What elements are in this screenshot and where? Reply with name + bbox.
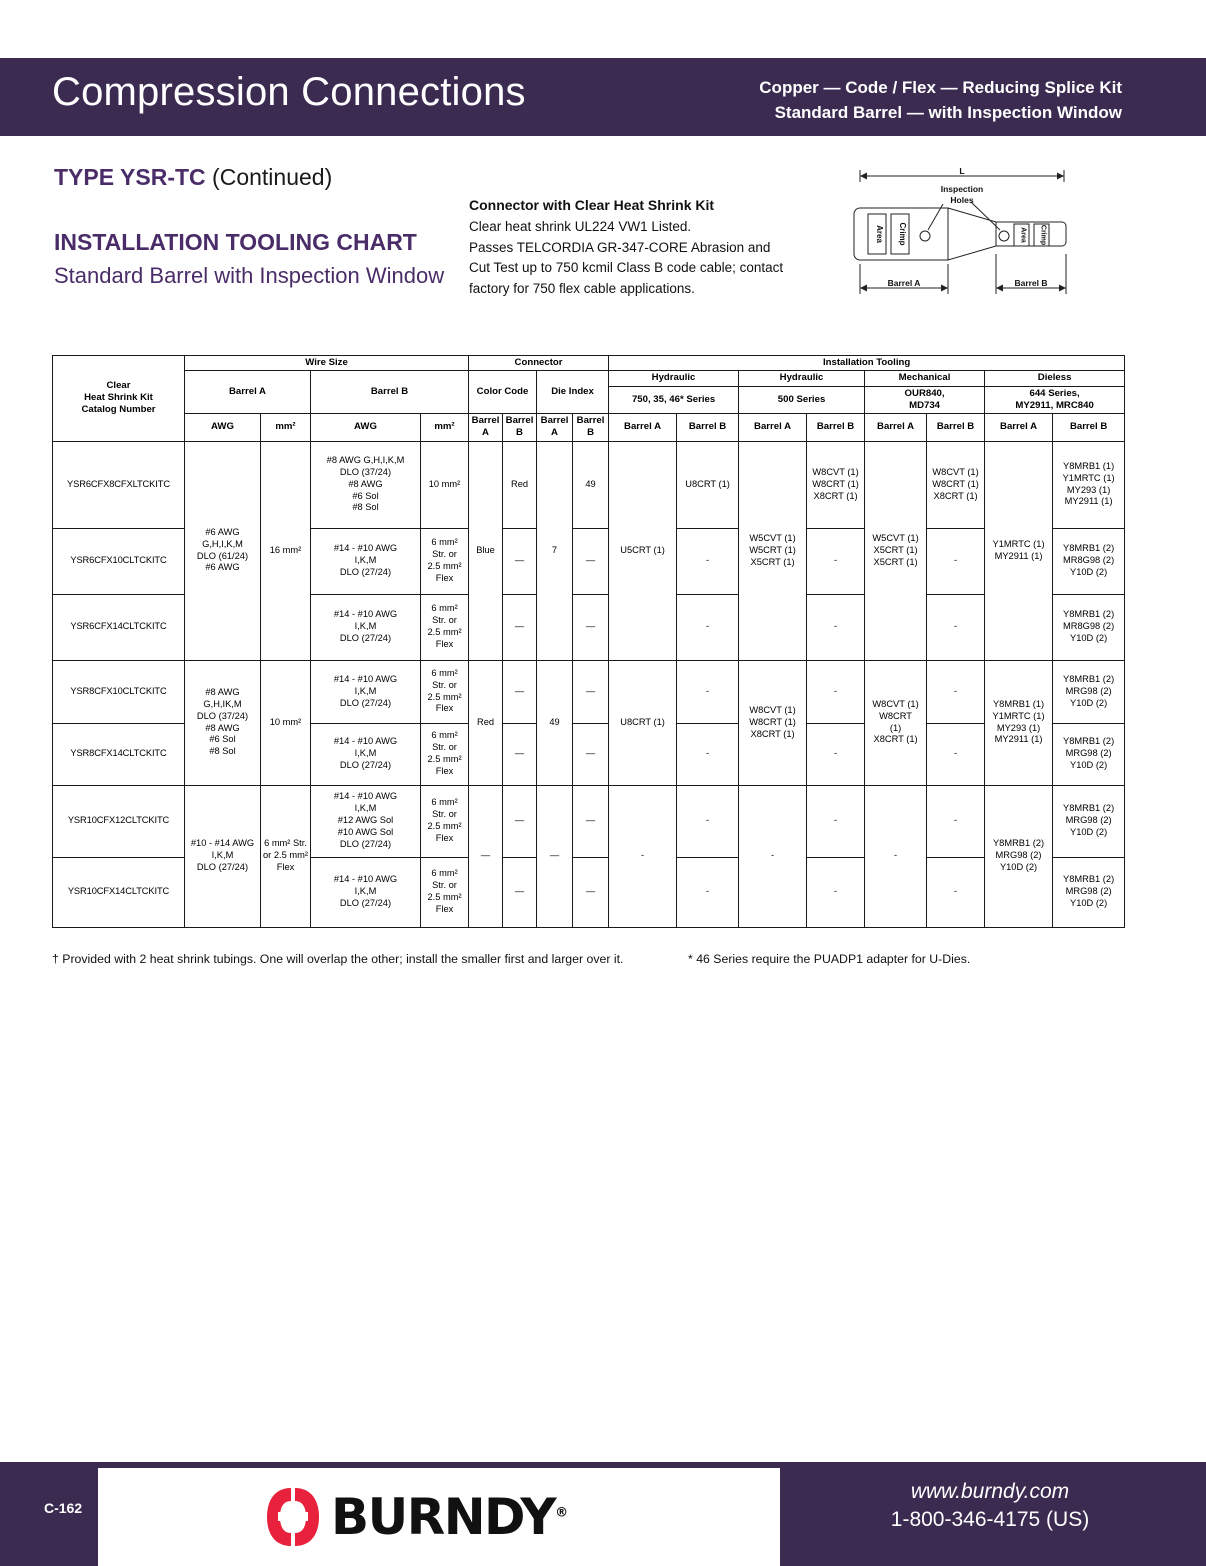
header-subtitle-line2: Standard Barrel — with Inspection Window: [774, 102, 1122, 122]
cell-wire-b-mm2: 6 mm² Str. or 2.5 mm² Flex: [421, 528, 469, 594]
cell-wire-b-mm2: 6 mm² Str. or 2.5 mm² Flex: [421, 723, 469, 785]
cell-color-a: Blue: [469, 441, 503, 660]
header-color-barrel-b: Barrel B: [503, 414, 537, 442]
cell-catalog: YSR8CFX10CLTCKITC: [53, 660, 185, 723]
cell-die-b: —: [573, 660, 609, 723]
footnote-1: † Provided with 2 heat shrink tubings. One will overlap the other; install the smaller first and larger over it.: [52, 952, 624, 966]
cell-wire-b-awg: #14 - #10 AWG I,K,M DLO (27/24): [311, 594, 421, 660]
connector-note-heading: Connector with Clear Heat Shrink Kit: [469, 197, 715, 213]
header-catalog-line2: Heat Shrink Kit: [84, 392, 153, 404]
cell-h750-b: -: [677, 857, 739, 927]
cell-h500-a: -: [739, 785, 807, 927]
header-wire-a-mm2: mm²: [261, 414, 311, 442]
cell-h500-b: -: [807, 594, 865, 660]
header-mechanical: Mechanical: [865, 371, 985, 386]
header-installation-tooling: Installation Tooling: [609, 356, 1125, 371]
cell-h750-a: -: [609, 785, 677, 927]
cell-wire-a-mm2: 10 mm²: [261, 660, 311, 785]
header-our840-line2: MD734: [909, 399, 941, 411]
page-header-bar: [0, 58, 1206, 136]
table-header-row-4: [53, 414, 1125, 442]
installation-tooling-table-wrapper: [52, 355, 1115, 928]
cell-mech-b: -: [927, 857, 985, 927]
connector-note-line2: Passes TELCORDIA GR-347-CORE Abrasion and: [469, 239, 771, 255]
cell-dieless-b: Y8MRB1 (1) Y1MRTC (1) MY293 (1) MY2911 (1): [1053, 441, 1125, 528]
table-row: [53, 441, 1125, 528]
cell-catalog: YSR6CFX14CLTCKITC: [53, 594, 185, 660]
cell-wire-b-awg: #14 - #10 AWG I,K,M DLO (27/24): [311, 857, 421, 927]
cell-mech-a: W8CVT (1) W8CRT (1) X8CRT (1): [865, 660, 927, 785]
header-mech-barrel-a: Barrel A: [865, 414, 927, 442]
cell-h500-a: W5CVT (1) W5CRT (1) X5CRT (1): [739, 441, 807, 660]
cell-dieless-a: Y8MRB1 (2) MRG98 (2) Y10D (2): [985, 785, 1053, 927]
header-catalog-line3: Catalog Number: [81, 404, 156, 416]
cell-die-b: —: [573, 785, 609, 857]
header-h500-barrel-a: Barrel A: [739, 414, 807, 442]
cell-color-a: —: [469, 785, 503, 927]
cell-wire-a-awg: #10 - #14 AWG I,K,M DLO (27/24): [185, 785, 261, 927]
table-row: [53, 660, 1125, 723]
cell-die-b: —: [573, 594, 609, 660]
burndy-wordmark: BURNDY®: [331, 1488, 567, 1546]
header-644-line2: MY2911, MRC840: [1015, 399, 1094, 411]
cell-dieless-b: Y8MRB1 (2) MRG98 (2) Y10D (2): [1053, 660, 1125, 723]
cell-wire-b-mm2: 6 mm² Str. or 2.5 mm² Flex: [421, 594, 469, 660]
cell-die-b: —: [573, 528, 609, 594]
diagram-label-crimp-a: Crimp: [898, 222, 907, 246]
header-our840-line1: OUR840,: [904, 387, 945, 399]
cell-color-b: —: [503, 660, 537, 723]
cell-h750-b: -: [677, 785, 739, 857]
cell-h750-b: U8CRT (1): [677, 441, 739, 528]
cell-dieless-b: Y8MRB1 (2) MRG98 (2) Y10D (2): [1053, 785, 1125, 857]
cell-wire-a-mm2: 16 mm²: [261, 441, 311, 660]
cell-dieless-b: Y8MRB1 (2) MRG98 (2) Y10D (2): [1053, 723, 1125, 785]
header-dieless-barrel-b: Barrel B: [1053, 414, 1125, 442]
cell-color-b: —: [503, 723, 537, 785]
cell-h750-b: -: [677, 723, 739, 785]
header-h500-barrel-b: Barrel B: [807, 414, 865, 442]
burndy-logo: [265, 1486, 567, 1548]
burndy-logo-mark-icon: [265, 1486, 321, 1548]
header-hydraulic-750: Hydraulic: [609, 371, 739, 386]
type-heading-code: TYPE YSR-TC: [54, 164, 206, 190]
cell-color-a: Red: [469, 660, 503, 785]
diagram-label-barrel-a: Barrel A: [887, 278, 921, 288]
cell-h750-b: -: [677, 528, 739, 594]
table-footnotes: [52, 952, 1062, 966]
cell-die-a: 7: [537, 441, 573, 660]
installation-tooling-chart-title: INSTALLATION TOOLING CHART: [54, 229, 417, 255]
cell-wire-b-awg: #14 - #10 AWG I,K,M DLO (27/24): [311, 528, 421, 594]
header-wire-barrel-b: Barrel B: [311, 371, 469, 414]
page-title: Compression Connections: [52, 70, 526, 114]
cell-dieless-b: Y8MRB1 (2) MR8G98 (2) Y10D (2): [1053, 594, 1125, 660]
cell-mech-b: -: [927, 785, 985, 857]
cell-wire-a-awg: #8 AWG G,H,IK,M DLO (37/24) #8 AWG #6 Sol #8 Sol: [185, 660, 261, 785]
cell-mech-b: -: [927, 528, 985, 594]
cell-h750-a: U5CRT (1): [609, 441, 677, 660]
cell-h500-b: W8CVT (1) W8CRT (1) X8CRT (1): [807, 441, 865, 528]
header-subtitle: [759, 76, 1122, 125]
cell-wire-b-mm2: 6 mm² Str. or 2.5 mm² Flex: [421, 785, 469, 857]
cell-dieless-a: Y1MRTC (1) MY2911 (1): [985, 441, 1053, 660]
header-our840-md734: [865, 386, 985, 414]
connector-note: [469, 195, 789, 299]
header-connector: Connector: [469, 356, 609, 371]
header-wire-size: Wire Size: [185, 356, 469, 371]
header-h750-barrel-a: Barrel A: [609, 414, 677, 442]
table-header-row-1: [53, 356, 1125, 371]
cell-h500-a: W8CVT (1) W8CRT (1) X8CRT (1): [739, 660, 807, 785]
cell-wire-b-mm2: 6 mm² Str. or 2.5 mm² Flex: [421, 857, 469, 927]
registered-mark: ®: [555, 1505, 567, 1521]
diagram-label-holes: Holes: [950, 195, 974, 205]
header-wire-barrel-a: Barrel A: [185, 371, 311, 414]
header-color-code: Color Code: [469, 371, 537, 414]
connector-note-line1: Clear heat shrink UL224 VW1 Listed.: [469, 219, 692, 235]
table-header-row-2: [53, 371, 1125, 386]
header-catalog-number: [53, 356, 185, 442]
cell-die-a: 49: [537, 660, 573, 785]
header-644-line1: 644 Series,: [1029, 387, 1080, 399]
header-wire-a-awg: AWG: [185, 414, 261, 442]
cell-mech-b: -: [927, 660, 985, 723]
header-series-500: 500 Series: [739, 386, 865, 414]
cell-die-a: —: [537, 785, 573, 927]
header-dieless: Dieless: [985, 371, 1125, 386]
table-body: [53, 441, 1125, 927]
header-color-barrel-a: Barrel A: [469, 414, 503, 442]
cell-h500-b: -: [807, 785, 865, 857]
cell-dieless-a: Y8MRB1 (1) Y1MRTC (1) MY293 (1) MY2911 (1): [985, 660, 1053, 785]
cell-h500-b: -: [807, 723, 865, 785]
header-die-index: Die Index: [537, 371, 609, 414]
header-catalog-line1: Clear: [106, 379, 131, 391]
cell-wire-a-mm2: 6 mm² Str. or 2.5 mm² Flex: [261, 785, 311, 927]
header-series-750: 750, 35, 46* Series: [609, 386, 739, 414]
header-h750-barrel-b: Barrel B: [677, 414, 739, 442]
cell-color-b: —: [503, 594, 537, 660]
cell-mech-a: -: [865, 785, 927, 927]
cell-h500-b: -: [807, 660, 865, 723]
cell-h750-a: U8CRT (1): [609, 660, 677, 785]
header-die-barrel-b: Barrel B: [573, 414, 609, 442]
cell-catalog: YSR6CFX10CLTCKITC: [53, 528, 185, 594]
cell-color-b: Red: [503, 441, 537, 528]
cell-catalog: YSR6CFX8CFXLTCKITC: [53, 441, 185, 528]
header-dieless-barrel-a: Barrel A: [985, 414, 1053, 442]
cell-dieless-b: Y8MRB1 (2) MRG98 (2) Y10D (2): [1053, 857, 1125, 927]
cell-wire-b-awg: #14 - #10 AWG I,K,M DLO (27/24): [311, 660, 421, 723]
cell-die-b: —: [573, 723, 609, 785]
footnote-2: * 46 Series require the PUADP1 adapter for U-Dies.: [688, 952, 971, 966]
header-mech-barrel-b: Barrel B: [927, 414, 985, 442]
cell-wire-b-awg: #14 - #10 AWG I,K,M DLO (27/24): [311, 723, 421, 785]
installation-tooling-table: [52, 355, 1125, 928]
footer-contact: [800, 1480, 1180, 1532]
cell-h750-b: -: [677, 660, 739, 723]
table-row: [53, 785, 1125, 857]
diagram-label-area-a: Area: [875, 225, 884, 243]
cell-wire-b-awg: #8 AWG G,H,I,K,M DLO (37/24) #8 AWG #6 Sol #8 Sol: [311, 441, 421, 528]
connector-note-line4: factory for 750 flex cable applications.: [469, 280, 695, 296]
diagram-label-crimp-b: Crimp: [1039, 224, 1047, 246]
splice-kit-diagram: [848, 164, 1076, 304]
diagram-label-area-b: Area: [1019, 227, 1027, 243]
type-heading-continued: (Continued): [212, 164, 333, 190]
diagram-label-inspection: Inspection: [940, 184, 984, 194]
footer-phone-number[interactable]: 1-800-346-4175 (US): [890, 1508, 1090, 1531]
header-subtitle-line1: Copper — Code / Flex — Reducing Splice Kit: [759, 78, 1122, 97]
cell-h750-b: -: [677, 594, 739, 660]
cell-mech-b: -: [927, 594, 985, 660]
cell-die-b: —: [573, 857, 609, 927]
cell-mech-b: W8CVT (1) W8CRT (1) X8CRT (1): [927, 441, 985, 528]
connector-note-line3: Cut Test up to 750 kcmil Class B code cable; contact: [469, 260, 784, 276]
cell-h500-b: -: [807, 528, 865, 594]
diagram-label-barrel-b: Barrel B: [1014, 278, 1048, 288]
cell-wire-b-mm2: 10 mm²: [421, 441, 469, 528]
cell-wire-b-awg: #14 - #10 AWG I,K,M #12 AWG Sol #10 AWG Sol DLO (27/24): [311, 785, 421, 857]
cell-catalog: YSR10CFX12CLTCKITC: [53, 785, 185, 857]
cell-color-b: —: [503, 528, 537, 594]
cell-wire-a-awg: #6 AWG G,H,I,K,M DLO (61/24) #6 AWG: [185, 441, 261, 660]
cell-h500-b: -: [807, 857, 865, 927]
header-wire-b-awg: AWG: [311, 414, 421, 442]
footer-website-link[interactable]: www.burndy.com: [910, 1480, 1070, 1503]
cell-color-b: —: [503, 857, 537, 927]
diagram-label-l: L: [959, 166, 965, 176]
header-hydraulic-500: Hydraulic: [739, 371, 865, 386]
cell-wire-b-mm2: 6 mm² Str. or 2.5 mm² Flex: [421, 660, 469, 723]
page-number: C-162: [44, 1500, 83, 1516]
header-wire-b-mm2: mm²: [421, 414, 469, 442]
cell-color-b: —: [503, 785, 537, 857]
cell-die-b: 49: [573, 441, 609, 528]
header-644-series: [985, 386, 1125, 414]
cell-catalog: YSR10CFX14CLTCKITC: [53, 857, 185, 927]
cell-catalog: YSR8CFX14CLTCKITC: [53, 723, 185, 785]
installation-tooling-chart-subtitle: Standard Barrel with Inspection Window: [54, 263, 445, 288]
header-die-barrel-a: Barrel A: [537, 414, 573, 442]
type-heading: [54, 164, 332, 191]
cell-mech-a: W5CVT (1) X5CRT (1) X5CRT (1): [865, 441, 927, 660]
cell-mech-b: -: [927, 723, 985, 785]
cell-dieless-b: Y8MRB1 (2) MR8G98 (2) Y10D (2): [1053, 528, 1125, 594]
